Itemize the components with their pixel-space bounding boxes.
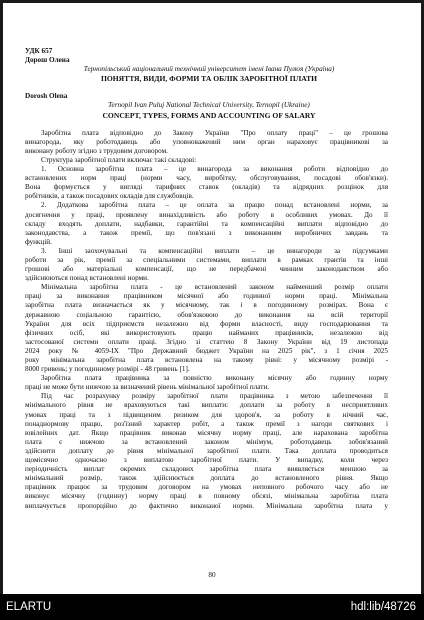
body-line: роботи за рік, премії за спеціальними системами, виплати в рамках грантів та інші (25, 255, 388, 264)
document-page (3, 3, 421, 594)
body-line: України для всіх підприємств незалежно від форми власності, виду господарювання та (25, 319, 388, 328)
body-line: Вона формується у вигляді тарифних ставок (окладів) та відрядних розцінок для (25, 183, 388, 192)
body-line: мінімального рівня не враховуються такі виплати: доплати за роботу в несприятливих (25, 401, 388, 410)
body-line: здійснюються понад встановлені норми. (25, 274, 149, 283)
body-line: винагорода, яку роботодавець або уповноважений ним орган нараховує працівникові за (25, 137, 388, 146)
repository-footer (0, 594, 424, 620)
body-line: виконує місячну (годинну) норму праці в повному обсязі, мінімальна заробітна плата (25, 492, 388, 501)
body-line: Заробітна плата працівника за повністю виконану місячну або годинну норму (41, 374, 388, 383)
author-ua: Дорош Олена (25, 56, 70, 65)
body-line: 2024 року № 4059-IX "Про Державний бюджет України на 2025 рік", з 1 січня 2025 (25, 346, 388, 355)
body-line: року мінімальна заробітна плата встановлена на такому рівні: у місячному розмірі - (25, 356, 388, 364)
title-en: CONCEPT, TYPES, FORMS AND ACCOUNTING OF SALARY (102, 110, 316, 120)
body-line: 3. Інші заохочувальні та компенсаційні виплати – це винагороди за підсумками (41, 246, 388, 255)
udk-code: УДК 657 (25, 47, 53, 55)
body-line: праці за виконання працівником місячної або годинної норми праці. Мінімальна (25, 292, 388, 301)
body-line: виконану роботу згідно з трудовим договором. (25, 146, 168, 155)
affiliation-en: Ternopil Ivan Puluj National Technical University, Ternopil (Ukraine) (108, 101, 310, 110)
body-line: грошові або матеріальні компенсації, що не передбачені чинним законодавством або (25, 265, 388, 274)
body-line: виплачується пропорційно до фактично виконаної норми. Мінімальна заробітна плата у (25, 501, 388, 510)
body-line: щомісячно одночасно з виплатою заробітної плати. У випадку, коли через (25, 456, 388, 465)
body-line: здійснити доплату до рівня мінімальної заробітної плати. Така доплата проводиться (25, 446, 388, 455)
body-line: складу входять доплати, надбавки, гарантійні та компенсаційні виплати відповідно до (25, 219, 388, 228)
body-line: 8000 гривень; у погодинному розмірі - 48 гривень [1]. (25, 365, 190, 374)
footer-handle-id[interactable]: hdl:lib/48726 (350, 601, 416, 613)
page-number: 80 (208, 571, 216, 579)
body-line: заробітна плата визначається як у місячному, так і в погодинному розмірах. Вона є (25, 301, 388, 310)
body-line: робітників, а також посадових окладів для службовців. (25, 192, 194, 201)
body-line: застосованої системи оплати праці. Згідно зі статтею 8 Закону України від 19 листопада (25, 337, 388, 346)
body-line: функцій. (25, 237, 52, 246)
body-line: державною соціальною гарантією, обов'язковою до виконання на всій території (25, 310, 388, 319)
body-line: працівник працює за трудовим договором на умовах неповного робочого часу або не (25, 483, 388, 492)
author-en: Dorosh Olena (25, 92, 68, 101)
body-line: періодичність виплат окремих складових заробітна плата виявляється меншою за (25, 465, 388, 474)
body-line: фізичних осіб, які використовують працю найманих працівників, незалежно від (25, 328, 388, 337)
body-line: ювілейних дат. Якщо працівник виконав місячну норму праці, але нарахована заробітна (25, 428, 388, 437)
body-line: Заробітна плата відповідно до Закону України "Про оплату праці" – це грошова (41, 128, 388, 137)
body-line: 2. Додаткова заробітна плата – це оплата за працю понад встановлені норми, за (41, 201, 388, 210)
body-line: Під час розрахунку розміру заробітної плати працівника з метою забезпечення її (41, 392, 388, 401)
body-line: понаднормову працю, роз'їзний характер робіт, а також премії з нагоди святкових і (25, 419, 388, 428)
body-line: 1. Основна заробітна плата – це винагорода за виконання роботи відповідно до (41, 165, 388, 174)
body-line: Структура заробітної плати включає такі складові: (41, 155, 197, 164)
body-line: мінімальний розмір, також здійснюється доплата до встановленого рівня. Якщо (25, 474, 388, 483)
body-line: законодавства, а також премії, що пов'язані з виконанням виробничих завдань та (25, 228, 388, 237)
affiliation-ua: Тернопільський національний технічний університет імені Івана Пулюя (Україна) (83, 65, 335, 74)
body-text (25, 129, 393, 511)
body-line: встановлених норм праці (норми часу, виробітку, обслуговування, посадові обов'язки). (25, 174, 388, 183)
body-line: Мінімальна заробітна плата - це встановлений законом найменший розмір оплати (41, 283, 388, 292)
body-line: умовах праці та з підвищеним ризиком для здоров'я, за роботу в нічний час, (25, 410, 388, 419)
body-line: праці не може бути нижчою за визначений рівень мінімальної заробітної плати. (25, 383, 270, 392)
body-line: плата є нижчою за встановлений законом мінімум, роботодавець зобов'язаний (25, 437, 388, 446)
title-ua: ПОНЯТТЯ, ВИДИ, ФОРМИ ТА ОБЛІК ЗАРОБІТНОЇ ПЛАТИ (100, 74, 318, 84)
body-line: досягнення у праці, проявлену винахідливість або роботу в особливих умовах. До її (25, 210, 388, 219)
footer-repository-name[interactable]: ELARTU (6, 601, 52, 613)
